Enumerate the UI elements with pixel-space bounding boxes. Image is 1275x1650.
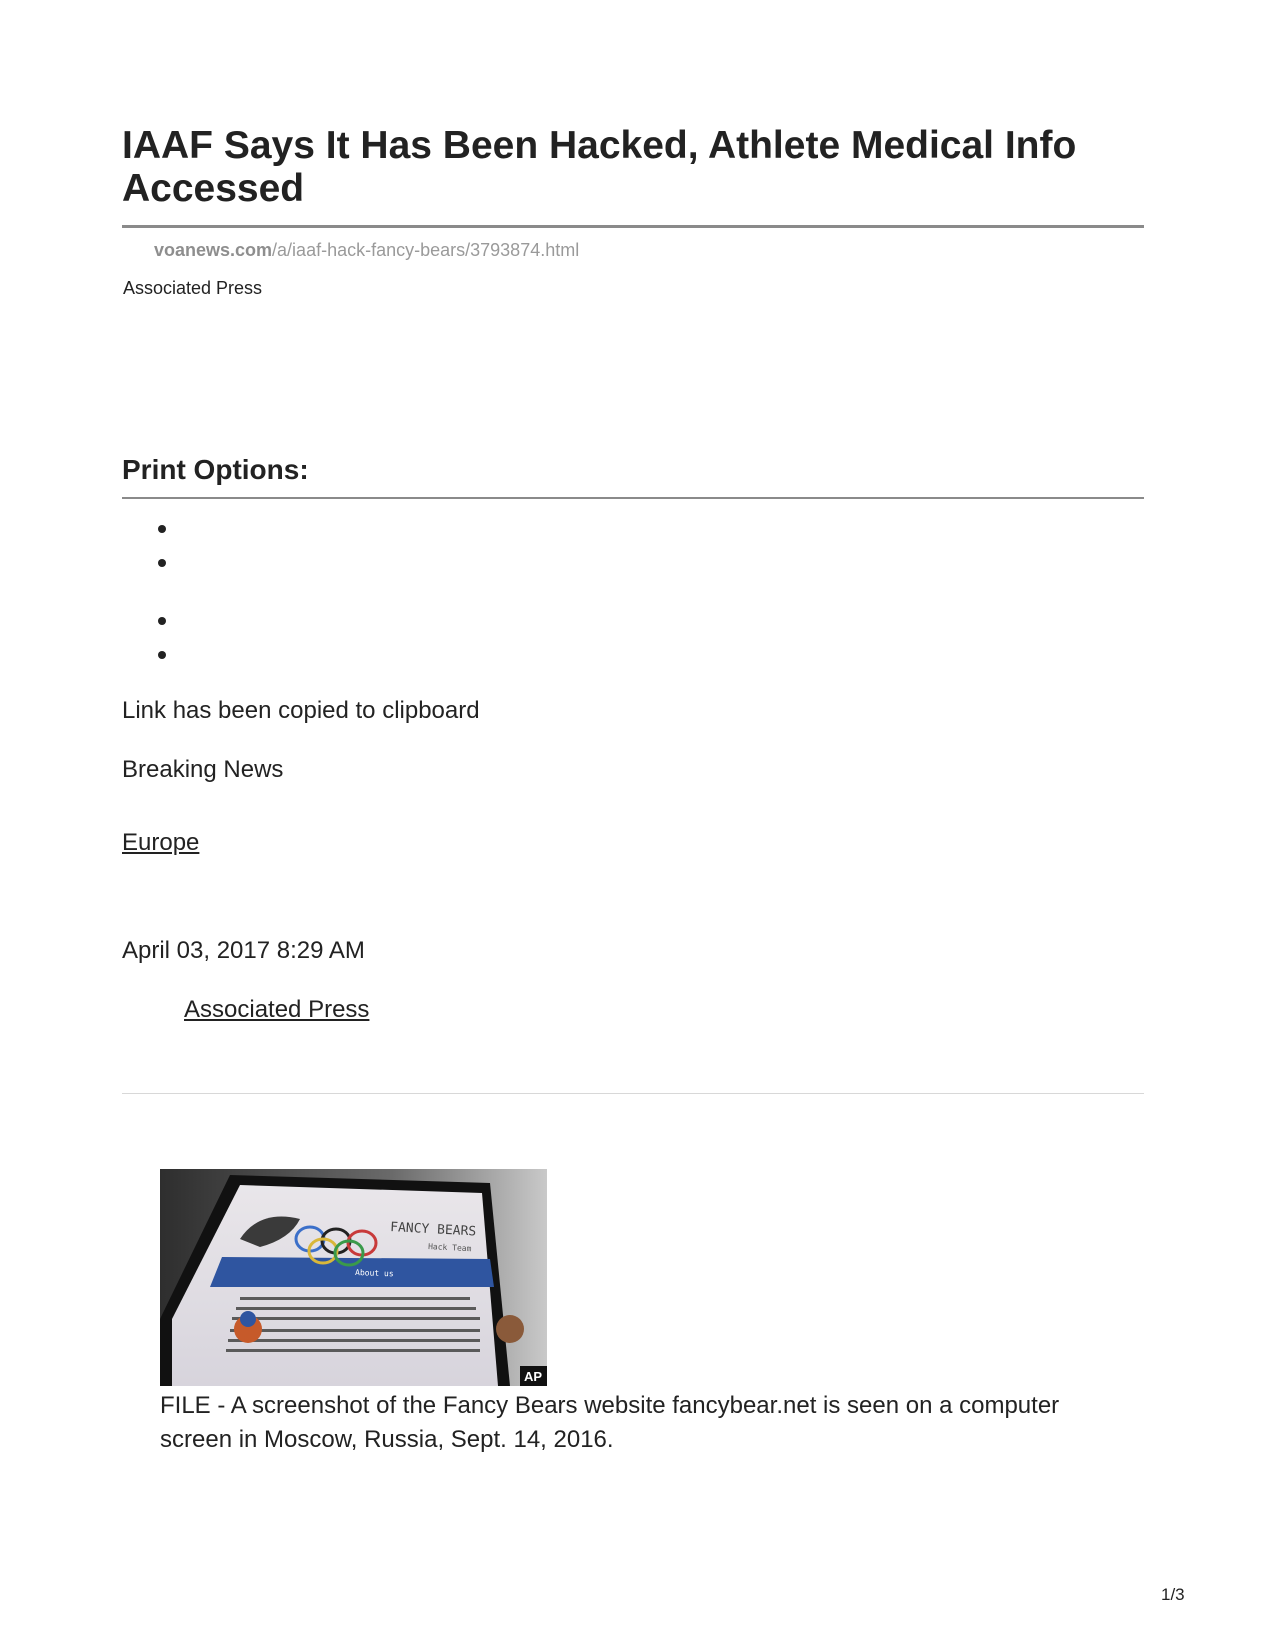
print-option-bullet[interactable] xyxy=(158,617,166,625)
screen-site-bar-text: About us xyxy=(354,1268,394,1279)
photo-caption: FILE - A screenshot of the Fancy Bears website fancybear.net is seen on a computer screen in Moscow, Russia, Sept. 14, 2016. xyxy=(160,1392,1060,1453)
page-number: 1/3 xyxy=(1161,1585,1185,1604)
print-option-bullet[interactable] xyxy=(158,651,166,659)
source-path: /a/iaaf-hack-fancy-bears/3793874.html xyxy=(272,240,580,260)
author-link[interactable]: Associated Press xyxy=(184,996,370,1023)
title-divider xyxy=(122,225,1144,228)
category-link-europe[interactable]: Europe xyxy=(122,829,200,856)
screen-site-subtitle: Hack Team xyxy=(427,1242,472,1254)
section-divider xyxy=(122,1093,1144,1094)
source-domain: voanews.com xyxy=(154,240,273,260)
article-photo xyxy=(160,1169,547,1386)
laptop-screen-photo xyxy=(160,1169,547,1386)
print-option-bullet[interactable] xyxy=(158,525,166,533)
print-options-heading: Print Options: xyxy=(122,454,309,485)
photo-credit-ap: AP xyxy=(524,1369,543,1384)
screen-site-title: FANCY BEARS xyxy=(389,1220,477,1240)
byline: Associated Press xyxy=(123,278,263,298)
clipboard-notice: Link has been copied to clipboard xyxy=(122,697,480,724)
article-title: IAAF Says It Has Been Hacked, Athlete Medical Info Accessed xyxy=(122,124,1077,210)
source-url[interactable] xyxy=(154,240,579,261)
publish-datetime: April 03, 2017 8:29 AM xyxy=(122,937,365,964)
print-option-bullet[interactable] xyxy=(158,559,166,567)
print-options-divider xyxy=(122,497,1144,499)
breaking-news-label: Breaking News xyxy=(122,756,284,783)
